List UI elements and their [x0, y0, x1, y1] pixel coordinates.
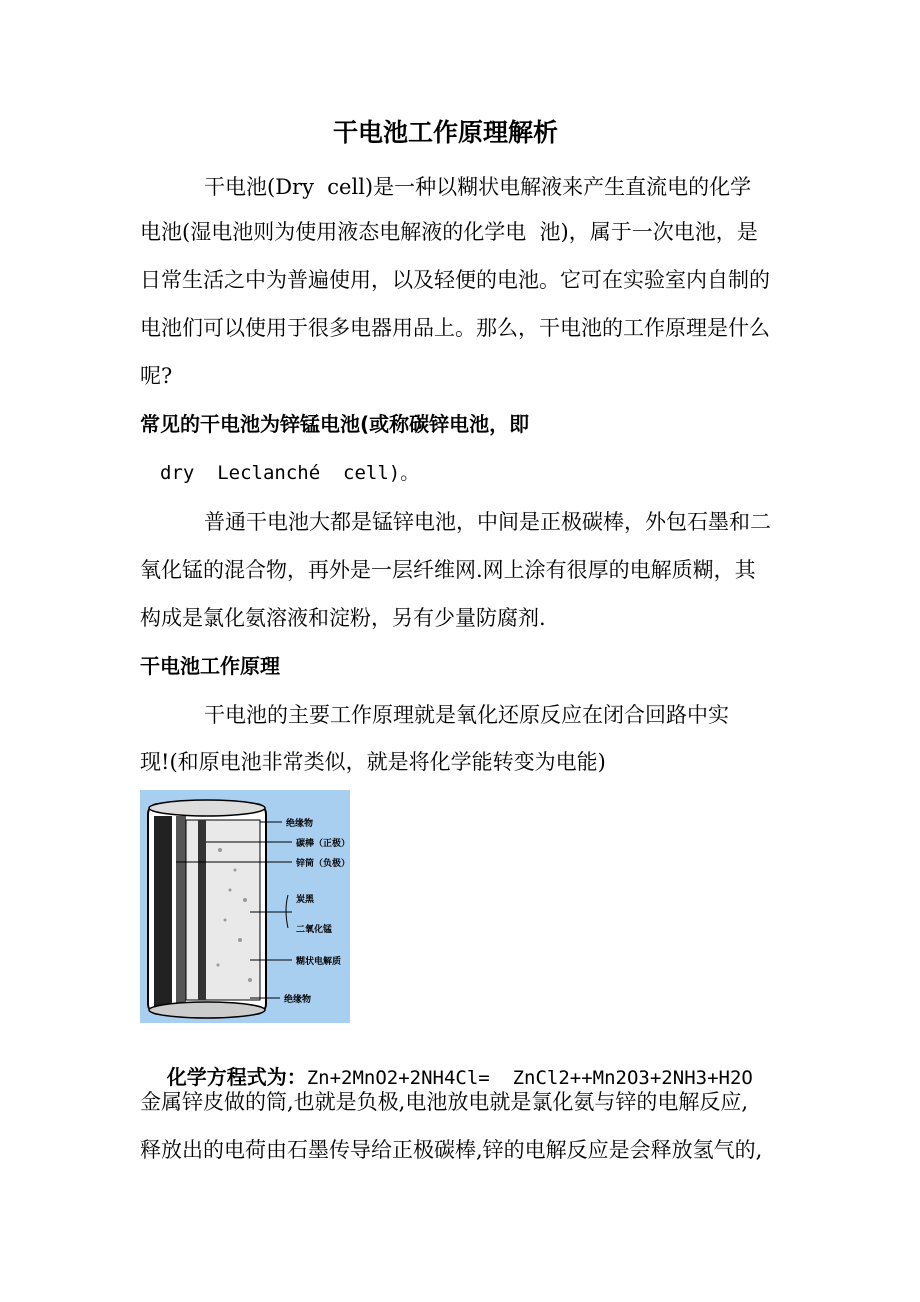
figure-label-insulator-top: 绝缘物: [286, 819, 314, 829]
principle-line-2: 现!(和原电池非常类似，就是将化学能转变为电能): [140, 750, 606, 774]
page-title: 干电池工作原理解析: [333, 118, 559, 147]
figure-label-insulator-bottom: 绝缘物: [284, 995, 312, 1005]
common-heading: 常见的干电池为锌锰电池(或称碳锌电池，即: [140, 412, 530, 436]
dry-cell-cross-section-illustration: [140, 790, 350, 1023]
tail-line-2: 释放出的电荷由石墨传导给正极碳棒,锌的电解反应是会释放氢气的,: [140, 1138, 763, 1162]
figure-label-electrolyte-paste: 糊状电解质: [296, 957, 342, 967]
common-subheading: dry Leclanché cell)。: [160, 462, 420, 484]
equation-label: 化学方程式为：: [166, 1065, 307, 1089]
figure-label-carbon-black: 炭黑: [296, 895, 315, 905]
figure-label-zinc-can: 锌筒（负极）: [296, 859, 351, 869]
structure-line-1: 普通干电池大都是锰锌电池，中间是正极碳棒，外包石墨和二: [204, 510, 771, 534]
equation-formula: Zn+2MnO2+2NH4Cl= ZnCl2++Mn2O3+2NH3+H2O: [306, 1067, 753, 1089]
structure-line-3: 构成是氯化氨溶液和淀粉，另有少量防腐剂.: [140, 606, 546, 630]
figure-label-manganese-dioxide: 二氧化锰: [296, 925, 333, 935]
intro-line-4: 电池们可以使用于很多电器用品上。那么，干电池的工作原理是什么: [140, 316, 770, 340]
intro-line-3: 日常生活之中为普遍使用，以及轻便的电池。它可在实验室内自制的: [140, 268, 770, 292]
intro-line-1: 干电池(Dry cell)是一种以糊状电解液来产生直流电的化学: [204, 175, 752, 199]
principle-line-1: 干电池的主要工作原理就是氧化还原反应在闭合回路中实: [204, 703, 729, 727]
intro-line-2: 电池(湿电池则为使用液态电解液的化学电 池)，属于一次电池，是: [140, 220, 758, 244]
tail-line-1: 金属锌皮做的筒,也就是负极,电池放电就是氯化氨与锌的电解反应,: [140, 1090, 749, 1114]
intro-line-5: 呢?: [140, 364, 173, 388]
structure-line-2: 氧化锰的混合物，再外是一层纤维网.网上涂有很厚的电解质糊，其: [140, 558, 756, 582]
dry-cell-diagram: [140, 790, 350, 1023]
figure-label-carbon-rod: 碳棒（正极）: [296, 839, 351, 849]
principle-heading: 干电池工作原理: [140, 654, 280, 678]
